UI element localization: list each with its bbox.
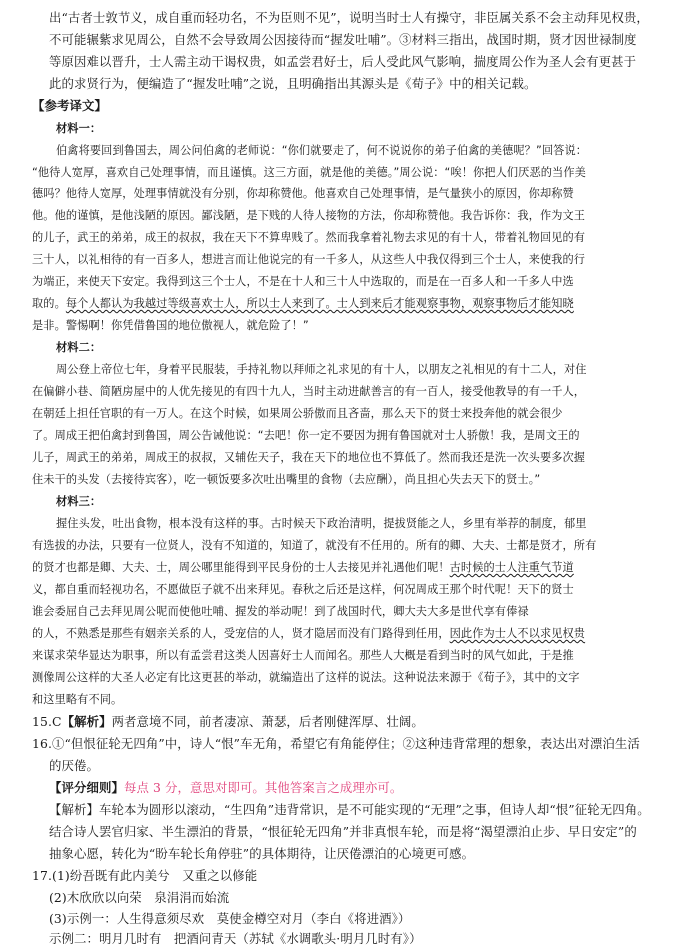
underlined-sentence: 每个人都认为我越过等级喜欢士人，所以士人来到了。士人到来后才能观察事物，观察事物后才能知晓 bbox=[65, 297, 574, 310]
material-one-line bbox=[32, 297, 574, 311]
material-two-line: 在偏僻小巷、简陋房屋中的人优先接见的有四十九人，当时主动进献善言的有一百人，接受他教导的有一千人， bbox=[32, 385, 586, 398]
question-16-analysis-line: 【解析】车轮本为圆形以滚动，“生四角”违背常识，是不可能实现的“无理”之事，但诗人却“恨”征轮无四角。 bbox=[49, 802, 650, 817]
underlined-sentence: 古时候的士人注重气节道 bbox=[449, 561, 574, 574]
material-three-text: 的贤才也都是卿、大夫、士，周公哪里能得到平民身份的士人去接见并礼遇他们呢！ bbox=[32, 561, 450, 574]
material-two-title: 材料二： bbox=[56, 341, 102, 354]
top-paragraph-line: 此的求贤行为，便编造了“握发吐哺”之说，且明确指出其源头是《荀子》中的相关记载。 bbox=[49, 76, 537, 91]
question-16-line: 16.①“但恨征轮无四角”中，诗人“恨”车无角，希望它有角能停住；②这种违背常理的想象，表达出对漂泊生活 bbox=[32, 736, 640, 751]
material-three-line bbox=[32, 561, 574, 575]
scoring-rules-tag: 【评分细则】 bbox=[49, 780, 124, 795]
material-three-line: 来谋求荣华显达为职事，所以有孟尝君这类人因喜好士人而闻名。那些人大概是看到当时的风气如此，于是推 bbox=[32, 649, 574, 662]
question-15 bbox=[32, 715, 424, 729]
question-17-line: (2)木欣欣以向荣 泉涓涓而始流 bbox=[49, 890, 230, 905]
material-two-line: 周公登上帝位七年，身着平民服装，手持礼物以拜师之礼求见的有十人，以朋友之礼相见的有十二人，对住 bbox=[56, 363, 587, 376]
material-three-line: 义，都自重而轻视功名，不愿做臣子就不出来拜见。春秋之后还是这样，何况周成王那个时代呢！天下的贤士 bbox=[32, 583, 574, 596]
material-one-line: 是非。警惕啊！你凭借鲁国的地位傲视人，就危险了！” bbox=[32, 319, 309, 332]
analysis-tag: 【解析】 bbox=[61, 714, 112, 729]
reference-translation-heading: 【参考译文】 bbox=[32, 98, 107, 113]
material-two-line: 在朝廷上担任官职的有一万人。在这个时候，如果周公骄傲而且吝啬，那么天下的贤士来投奔他的就会很少 bbox=[32, 407, 563, 420]
material-three-line: 和这里略有不同。 bbox=[32, 693, 123, 706]
material-three-title: 材料三： bbox=[56, 495, 102, 508]
question-15-answer: 15.C bbox=[32, 714, 62, 729]
material-one-line: 三十人，以礼相待的有一百多人，想进言而让他说完的有一千多人，从这些人中我仅得到三个士人，来使我的行 bbox=[32, 253, 586, 266]
material-three-line: 谁会委屈自己去拜见周公呢而使他吐哺、握发的举动呢！到了战国时代，卿大夫大多是世代享有俸禄 bbox=[32, 605, 529, 618]
top-paragraph-line: 不可能辗紫求见周公，自然不会导致周公因接待而“握发吐哺”。③材料三指出，战国时期，贤才因世禄制度 bbox=[49, 32, 637, 47]
question-17-line: (3)示例一：人生得意须尽欢 莫使金樽空对月（李白《将进酒》） bbox=[49, 911, 411, 926]
material-three-line: 握住头发，吐出食物，根本没有这样的事。古时候天下政治清明，提拔贤能之人，乡里有举荐的制度，郁里 bbox=[56, 517, 587, 530]
question-17-line: 17.(1)纷吾既有此内美兮 又重之以修能 bbox=[32, 868, 258, 883]
underlined-sentence: 因此作为士人不以求见权贵 bbox=[449, 627, 586, 640]
material-one-text: 取的。 bbox=[32, 297, 66, 310]
question-17-line: 示例二：明月几时有 把酒问青天（苏轼《水调歌头·明月几时有》） bbox=[49, 931, 422, 946]
material-three-line: 有选拔的办法，只要有一位贤人，没有不知道的，知道了，就没有不任用的。所有的卿、大夫、士都是贤才，所有 bbox=[32, 539, 597, 552]
scoring-rules-text: 每点 3 分，意思对即可。其他答案言之成理亦可。 bbox=[123, 780, 403, 795]
material-one-line: 伯禽将要回到鲁国去，周公问伯禽的老师说：“你们就要走了，何不说说你的弟子伯禽的美德呢？”回答说： bbox=[56, 144, 588, 157]
material-two-line: 住未干的头发（去接待宾客），吃一顿饭要多次吐出嘴里的食物（去应酬），尚且担心失去天下的贤士。” bbox=[32, 473, 541, 486]
material-one-line: 他。他的谨慎，是他浅陋的原因。鄙浅陋，是下贱的人待人接物的方法，你却称赞他。我告诉你：我，作为文王 bbox=[32, 209, 586, 222]
top-paragraph-line: 出“古者士敦节义，成自重而轻功名，不为臣则不见”，说明当时士人有操守，非臣属关系不会主动拜见权贵， bbox=[49, 10, 649, 25]
top-paragraph-line: 等原因难以晋升，士人需主动干谒权贵，如孟尝君好士，后人受此风气影响，揣度周公作为圣人会有更甚于 bbox=[49, 54, 637, 69]
material-one-line: 为端正，来使天下安定。我得到这三个士人，不是在十人和三十人中选取的，而是在一百多人和一千多人中选 bbox=[32, 275, 574, 288]
material-three-line: 测像周公这样的大圣人必定有比这更甚的举动，就编造出了这样的说法。这种说法来源于《荀子》，其中的文字 bbox=[32, 671, 580, 684]
question-15-text: 两者意境不同，前者凄凉、萧瑟，后者刚健浑厚、壮阔。 bbox=[111, 714, 424, 729]
material-three-text: 的人，不熟悉是那些有姻亲关系的人，受宠信的人，贤才隐居而没有门路得到任用， bbox=[32, 627, 450, 640]
question-16-analysis-line: 抽象心愿，转化为“盼车轮长角停驻”的具体期待，让厌倦漂泊的心境更可感。 bbox=[49, 846, 475, 861]
material-three-line bbox=[32, 627, 585, 641]
material-one-line: 德吗？他待人宽厚，处理事情就没有分别，你却称赞他。他喜欢自己处理事情，是气量狭小的原因，你却称赞 bbox=[32, 187, 574, 200]
material-two-line: 儿子，周武王的弟弟，周成王的叔叔，又辅佐天子，我在天下的地位也不算低了。然而我还是洗一次头要多次握 bbox=[32, 451, 586, 464]
material-two-line: 了。周成王把伯禽封到鲁国，周公告诫他说：“去吧！你一定不要因为拥有鲁国就对士人骄傲！我，是周文王的 bbox=[32, 429, 580, 442]
material-one-line: 的儿子，武王的弟弟，成王的叔叔，我在天下不算卑贱了。然而我拿着礼物去求见的有十人，带着礼物回见的有 bbox=[32, 231, 586, 244]
scoring-rules bbox=[49, 781, 402, 795]
material-one-title: 材料一： bbox=[56, 122, 102, 135]
question-16-line: 的厌倦。 bbox=[49, 758, 99, 773]
material-one-line: “他待人宽厚，喜欢自己处理事情，而且谨慎。这三方面，就是他的美德。”周公说：“唉！你把人们厌恶的当作美 bbox=[32, 166, 586, 179]
question-16-analysis-line: 结合诗人罢官归家、半生漂泊的背景，“恨征轮无四角”并非真恨车轮，而是将“渴望漂泊止步、早日安定”的 bbox=[49, 824, 637, 839]
